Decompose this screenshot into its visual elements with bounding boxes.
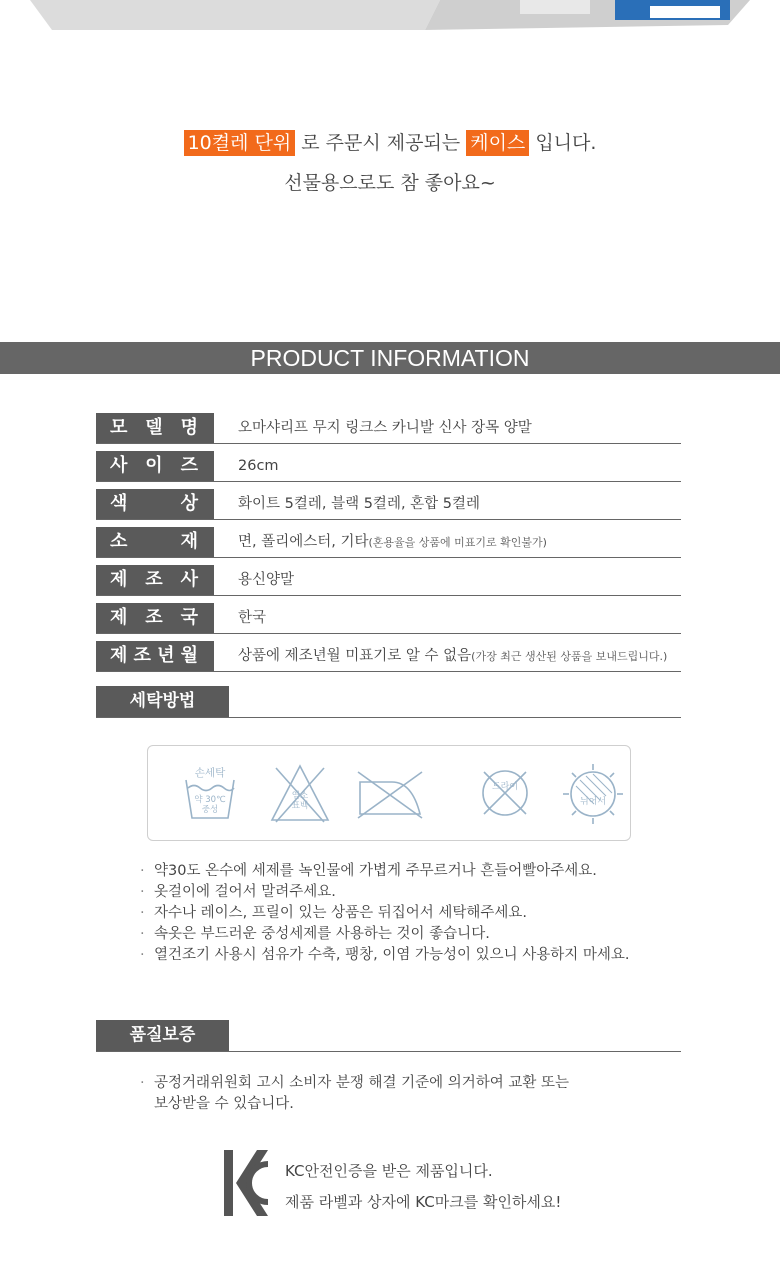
washing-title: 세탁방법 [96, 686, 229, 717]
list-item: · 옷걸이에 걸어서 말려주세요. [140, 882, 630, 903]
spec-label: 모 델 명 [96, 413, 214, 443]
spec-row [96, 527, 681, 558]
list-item: · 약30도 온수에 세제를 녹인물에 가볍게 주무르거나 흔들어빨아주세요. [140, 861, 630, 882]
list-item: · 열건조기 사용시 섬유가 수축, 팽창, 이염 가능성이 있으니 사용하지 마세요. [140, 945, 630, 966]
spec-row [96, 603, 681, 634]
product-case-photo [0, 0, 780, 40]
svg-text:손세탁: 손세탁 [194, 767, 226, 779]
washing-instructions-list [140, 861, 630, 966]
highlight-case: 케이스 [466, 130, 529, 156]
spec-row [96, 489, 681, 520]
line-dry-icon [563, 764, 623, 824]
spec-value: 오마샤리프 무지 링크스 카니발 신사 장목 양말 [238, 420, 532, 436]
kc-line-2: 제품 라벨과 상자에 KC마크를 확인하세요! [285, 1193, 562, 1211]
spec-label: 제 조 년 월 [96, 641, 214, 671]
svg-text:약 30℃: 약 30℃ [194, 795, 226, 805]
intro-mid-text: 로 주문시 제공되는 [301, 132, 461, 154]
spec-value: 면, 폴리에스터, 기타(혼용율을 상품에 미표기로 확인불가) [238, 534, 547, 550]
intro-line-2: 선물용으로도 참 좋아요~ [284, 172, 496, 194]
spec-value: 화이트 5켤레, 블랙 5켤레, 혼합 5켤레 [238, 496, 481, 512]
spec-label: 사 이 즈 [96, 451, 214, 481]
spec-label: 소 재 [96, 527, 214, 557]
hand-wash-icon [186, 766, 234, 818]
spec-note: (가장 최근 생산된 상품을 보내드립니다.) [471, 650, 668, 663]
spec-row [96, 451, 681, 482]
spec-label: 색 상 [96, 489, 214, 519]
care-symbols-box [147, 745, 631, 841]
quality-line-2: 보상받을 수 있습니다. [154, 1096, 294, 1112]
no-iron-icon [358, 772, 422, 818]
quality-line-1: · 공정거래위원회 고시 소비자 분쟁 해결 기준에 의거하여 교환 또는 [140, 1073, 569, 1094]
spec-row [96, 413, 681, 444]
svg-text:표백: 표백 [291, 801, 309, 811]
quality-section-header [96, 1020, 681, 1052]
spec-note: (혼용율을 상품에 미표기로 확인불가) [368, 536, 547, 549]
svg-text:염소: 염소 [291, 791, 309, 801]
spec-label: 제 조 사 [96, 565, 214, 595]
washing-section-header [96, 686, 681, 718]
svg-text:뉘어서: 뉘어서 [579, 797, 607, 807]
spec-value: 한국 [238, 610, 267, 626]
no-bleach-icon [272, 766, 328, 822]
spec-row [96, 641, 681, 672]
list-item: · 속옷은 부드러운 중성세제를 사용하는 것이 좋습니다. [140, 924, 630, 945]
spec-value: 상품에 제조년월 미표기로 알 수 없음(가장 최근 생산된 상품을 보내드립니다.) [238, 648, 668, 664]
no-dry-clean-icon [483, 771, 527, 815]
svg-text:드라이: 드라이 [491, 782, 519, 792]
spec-value: 26cm [238, 458, 279, 474]
highlight-10-pairs: 10켤레 단위 [184, 130, 296, 156]
intro-line-1 [0, 128, 780, 155]
spec-label: 제 조 국 [96, 603, 214, 633]
intro-end-text: 입니다. [535, 132, 597, 154]
kc-line-1: KC안전인증을 받은 제품입니다. [285, 1162, 493, 1180]
quality-text [140, 1073, 569, 1115]
spec-row [96, 565, 681, 596]
kc-mark-icon [224, 1150, 270, 1216]
product-information-banner: PRODUCT INFORMATION [0, 342, 780, 374]
spec-value: 용신양말 [238, 572, 295, 588]
svg-text:중성: 중성 [201, 805, 219, 815]
list-item: · 자수나 레이스, 프릴이 있는 상품은 뒤집어서 세탁해주세요. [140, 903, 630, 924]
quality-title: 품질보증 [96, 1020, 229, 1051]
